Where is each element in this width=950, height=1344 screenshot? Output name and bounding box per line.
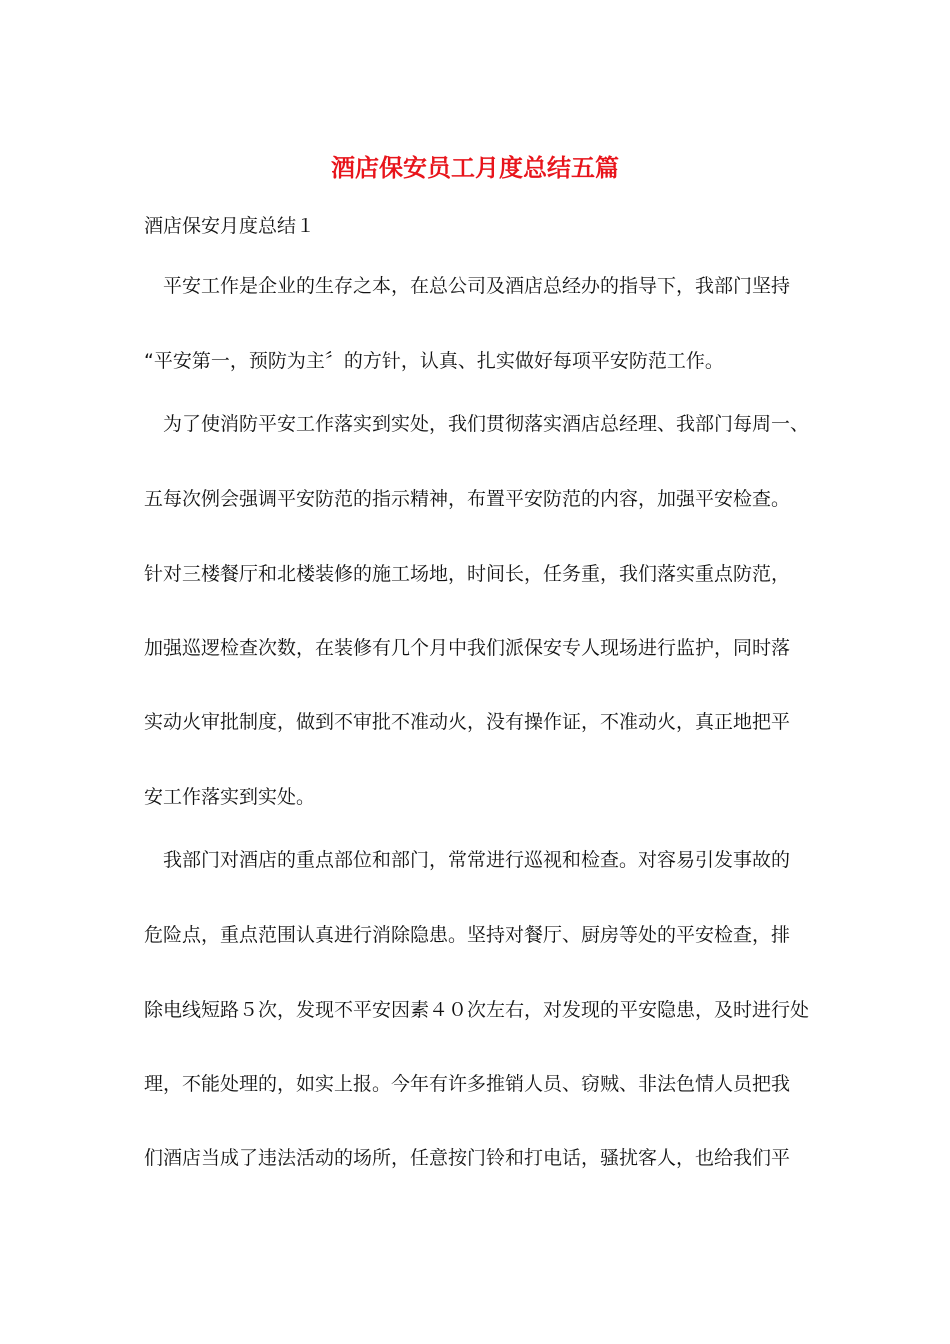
body-line-4: 五每次例会强调平安防范的指示精神，布置平安防范的内容，加强平安检查。 [144,488,791,510]
body-line-8: 安工作落实到实处。 [144,786,316,808]
body-line-11: 除电线短路５次，发现不平安因素４０次左右，对发现的平安隐患，及时进行处 [144,999,810,1021]
body-line-5: 针对三楼餐厅和北楼装修的施工场地，时间长，任务重，我们落实重点防范， [144,563,791,585]
body-line-10: 危险点，重点范围认真进行消除隐患。坚持对餐厅、厨房等处的平安检查，排 [144,924,791,946]
body-line-2: “平安第一，预防为主〞的方针，认真、扎实做好每项平安防范工作。 [144,350,724,372]
document-title: 酒店保安员工月度总结五篇 [331,153,619,182]
body-line-12: 理，不能处理的，如实上报。今年有许多推销人员、窃贼、非法色情人员把我 [144,1073,791,1095]
body-line-6: 加强巡逻检查次数，在装修有几个月中我们派保安专人现场进行监护，同时落 [144,637,791,659]
section-heading: 酒店保安月度总结１ [144,215,316,237]
body-line-13: 们酒店当成了违法活动的场所，任意按门铃和打电话，骚扰客人，也给我们平 [144,1147,791,1169]
body-line-3: 为了使消防平安工作落实到实处，我们贯彻落实酒店总经理、我部门每周一、 [163,413,810,435]
body-line-9: 我部门对酒店的重点部位和部门，常常进行巡视和检查。对容易引发事故的 [163,849,791,871]
body-line-7: 实动火审批制度，做到不审批不准动火，没有操作证，不准动火，真正地把平 [144,711,791,733]
body-line-1: 平安工作是企业的生存之本，在总公司及酒店总经办的指导下，我部门坚持 [163,275,791,297]
